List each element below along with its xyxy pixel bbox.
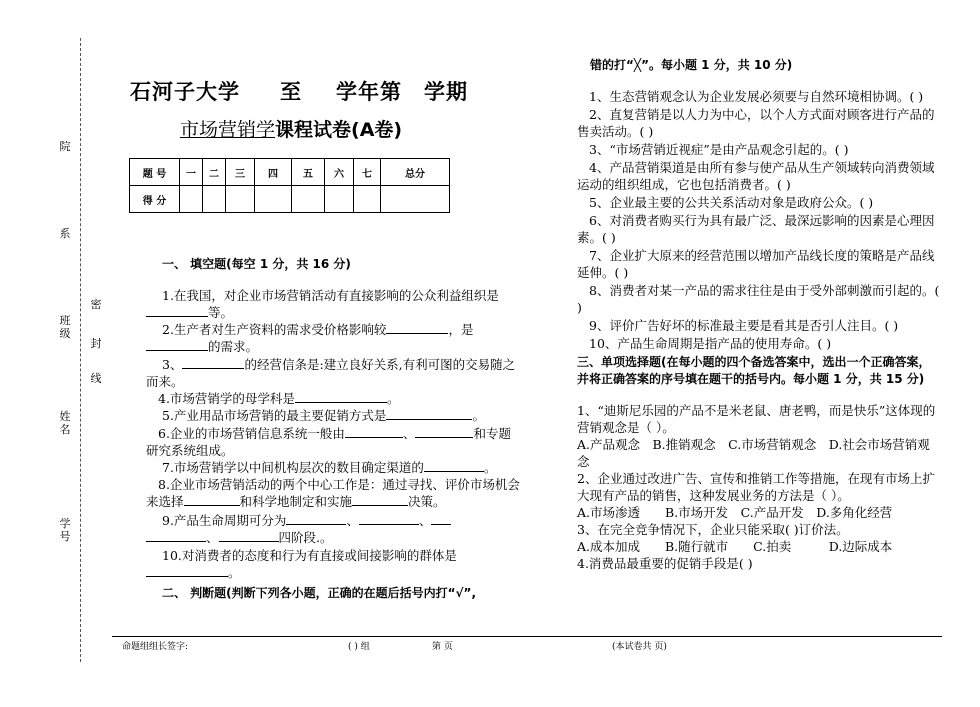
footer-rule	[112, 636, 942, 637]
judge-item: 4、产品营销渠道是由所有参与使产品从生产领域转向消费领域运动的组织组成，它也包括消费者。( )	[577, 160, 935, 192]
cell-question-number-label: 题 号	[130, 159, 180, 186]
exam-title	[130, 76, 468, 106]
binding-line	[80, 38, 81, 662]
answer-blank[interactable]	[352, 493, 408, 506]
choice-question-3: 3、在完全竞争情况下，企业只能采取( )订价法。 A.成本加成 B.随行就市 C.拍卖 D.边际成本	[577, 521, 942, 555]
cell-q4: 四	[255, 159, 292, 186]
section3-heading: 三、单项选择题(在每小题的四个备选答案中，选出一个正确答案，并将正确答案的序号填在题干的括号内。每小题 1 分，共 15 分)	[577, 355, 931, 386]
right-column	[577, 88, 942, 572]
choice-options: A.成本加成 B.随行就市 C.拍卖 D.边际成本	[577, 539, 893, 554]
fill-question-3: 3、 的经营信条是:建立良好关系,有利可图的交易随之而来。	[146, 357, 516, 389]
judge-item: 6、对消费者购买行为具有最广泛、最深远影响的因素是心理因素。( )	[577, 213, 935, 245]
answer-blank[interactable]	[182, 356, 244, 369]
fill-question-9: 9.产品生命周期可分为 、 、 、 四阶段.。	[146, 512, 521, 546]
university-name: 石河子大学	[130, 80, 240, 104]
judge-item: 1、生态营销观念认为企业发展必须要与自然环境相协调。( )	[589, 89, 924, 104]
group-label: ( ) 组	[348, 642, 370, 652]
title-academic-year: 学年第	[336, 80, 402, 104]
judge-item: 10、产品生命周期是指产品的使用寿命。( )	[589, 336, 832, 351]
score-input[interactable]	[325, 186, 354, 213]
judge-item: 7、企业扩大原来的经营范围以增加产品线长度的策略是产品线延伸。( )	[577, 248, 935, 280]
fill-question-5: 5.产业用品市场营销的最主要促销方式是 。	[162, 408, 485, 423]
judge-item: 8、消费者对某一产品的需求往往是由于受外部刺激而引起的。( )	[577, 283, 940, 315]
cell-total: 总分	[381, 159, 450, 186]
score-table-score-row	[130, 186, 450, 213]
answer-blank[interactable]	[415, 425, 473, 438]
answer-blank[interactable]	[359, 512, 419, 525]
choice-question-2: 2、企业通过改进广告、宣传和推销工作等措施，在现有市场上扩大现有产品的销售，这种发展业务的方法是（ ）。 A.市场渗透 B.市场开发 C.产品开发 D.多角化经营	[577, 470, 942, 521]
answer-blank[interactable]	[295, 390, 387, 403]
score-input[interactable]	[203, 186, 226, 213]
cell-score-label: 得 分	[130, 186, 180, 213]
answer-blank[interactable]	[184, 493, 240, 506]
answer-blank[interactable]	[219, 529, 279, 542]
exam-subtitle	[180, 115, 402, 142]
cell-q5: 五	[292, 159, 325, 186]
answer-blank[interactable]	[345, 425, 403, 438]
fill-question-10: 10.对消费者的态度和行为有直接或间接影响的群体是 。	[146, 547, 521, 581]
score-input[interactable]	[381, 186, 450, 213]
fill-question-7: 7.市场营销学以中间机构层次的数目确定渠道的 。	[162, 460, 497, 475]
section1-heading: 一、 填空题(每空 1 分，共 16 分)	[162, 257, 351, 271]
seal-char-2: 封	[90, 337, 102, 350]
college-label: 院	[59, 140, 71, 153]
answer-blank[interactable]	[146, 304, 208, 317]
paper-type: 课程试卷(A卷)	[275, 119, 403, 141]
judge-item: 9、评价广告好坏的标准最主要是看其是否引人注目。( )	[589, 318, 899, 333]
seal-char-1: 密	[90, 298, 102, 311]
choice-question-1: 1、“迪斯尼乐园的产品不是米老鼠、唐老鸭，而是快乐”这体现的营销观念是（ ）。 A.产品观念 B.推销观念 C.市场营销观念 D.社会市场营销观念	[577, 402, 942, 470]
fill-question-8: 8.企业市场营销活动的两个中心工作是：通过寻找、评价市场机会来选择 和科学地制定和实施 决策。	[146, 477, 520, 509]
judge-item: 2、直复营销是以人力为中心，以个人方式面对顾客进行产品的售卖活动。( )	[577, 107, 935, 139]
total-pages: (本试卷共 页)	[612, 642, 667, 652]
name-label: 姓名	[59, 410, 71, 436]
fill-question-4: 4.市场营销学的母学科是 。	[158, 391, 400, 406]
score-input[interactable]	[292, 186, 325, 213]
choice-options: A.产品观念 B.推销观念 C.市场营销观念 D.社会市场营销观念	[577, 437, 930, 469]
class-label: 班级	[59, 314, 71, 340]
judge-item: 5、企业最主要的公共关系活动对象是政府公众。( )	[589, 195, 874, 210]
fill-question-1: 1.在我国，对企业市场营销活动有直接影响的公众利益组织是等。	[146, 287, 521, 321]
score-input[interactable]	[354, 186, 381, 213]
student-id-label: 学号	[59, 517, 71, 543]
leader-signature-label: 命题组组长签字:	[122, 642, 189, 652]
cell-q6: 六	[325, 159, 354, 186]
title-to: 至	[280, 80, 302, 104]
answer-blank[interactable]	[424, 459, 484, 472]
course-name: 市场营销学	[180, 119, 276, 141]
fill-question-6: 6.企业的市场营销信息系统一般由 、 和专题研究系统组成。	[146, 426, 511, 458]
score-input[interactable]	[180, 186, 203, 213]
answer-blank[interactable]	[286, 512, 346, 525]
cell-q7: 七	[354, 159, 381, 186]
answer-blank[interactable]	[146, 564, 228, 577]
section2-heading: 二、 判断题(判断下列各小题，正确的在题后括号内打“√”,	[162, 586, 477, 600]
answer-blank[interactable]	[431, 512, 451, 525]
answer-blank[interactable]	[146, 529, 206, 542]
cell-q3: 三	[226, 159, 255, 186]
judge-item: 3、“市场营销近视症”是由产品观念引起的。( )	[589, 142, 849, 157]
score-input[interactable]	[226, 186, 255, 213]
cell-q2: 二	[203, 159, 226, 186]
score-input[interactable]	[255, 186, 292, 213]
choice-options: A.市场渗透 B.市场开发 C.产品开发 D.多角化经营	[577, 505, 893, 520]
score-table	[129, 158, 450, 213]
answer-blank[interactable]	[146, 338, 208, 351]
choice-question-4: 4.消费品最重要的促销手段是( )	[577, 556, 753, 571]
answer-blank[interactable]	[386, 321, 448, 334]
page-number: 第 页	[432, 642, 453, 652]
answer-blank[interactable]	[386, 407, 472, 420]
score-table-header-row	[130, 159, 450, 186]
section2-heading-continued: 错的打“╳”。每小题 1 分，共 10 分)	[590, 58, 793, 72]
title-term: 学期	[424, 80, 468, 104]
fill-question-2: 2.生产者对生产资料的需求受价格影响较 ，是 的需求。	[146, 321, 521, 355]
seal-char-3: 线	[90, 372, 102, 385]
cell-q1: 一	[180, 159, 203, 186]
department-label: 系	[59, 227, 71, 240]
